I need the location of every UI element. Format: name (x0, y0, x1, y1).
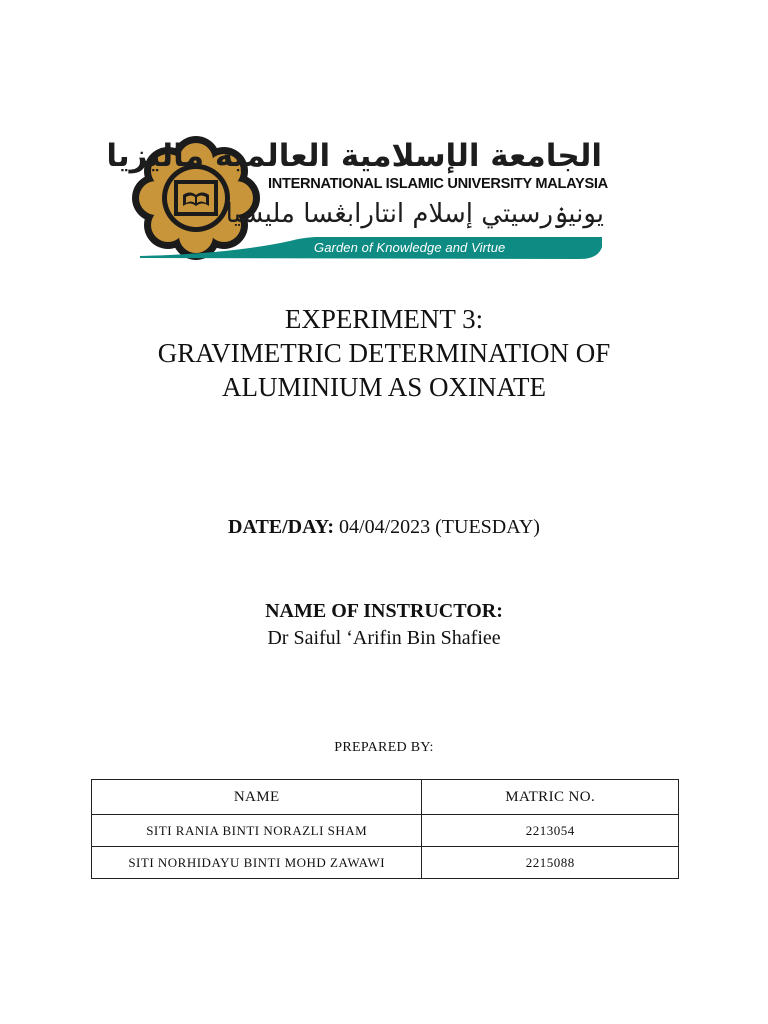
student-matric: 2215088 (422, 847, 679, 879)
prepared-by-label: PREPARED BY: (334, 740, 434, 755)
tagline: Garden of Knowledge and Virtue (314, 240, 506, 255)
table-header-row (92, 780, 679, 815)
jawi-university-name: يونيۏرسيتي إسلام انتارابڠسا مليسيا (225, 199, 604, 229)
title-line-1: EXPERIMENT 3: (284, 304, 484, 334)
title-line-2: GRAVIMETRIC DETERMINATION OF (157, 338, 611, 368)
instructor-label: NAME OF INSTRUCTOR: (265, 600, 503, 622)
name-column-header: NAME (92, 780, 422, 815)
table-row (92, 847, 679, 879)
date-label: DATE/DAY: (228, 516, 335, 538)
date-line (0, 514, 768, 540)
arabic-university-name: الجامعة الإسلامية العالمية ماليزيا (106, 138, 602, 174)
instructor-name: Dr Saiful ‘Arifin Bin Shafiee (267, 627, 501, 649)
table-row (92, 815, 679, 847)
university-name: INTERNATIONAL ISLAMIC UNIVERSITY MALAYSIA (268, 176, 608, 192)
report-title (0, 302, 768, 404)
title-line-3: ALUMINIUM AS OXINATE (222, 372, 546, 402)
matric-column-header: MATRIC NO. (422, 780, 679, 815)
date-value: 04/04/2023 (TUESDAY) (334, 516, 540, 538)
student-matric: 2213054 (422, 815, 679, 847)
university-logo (106, 136, 608, 264)
students-table (91, 779, 679, 879)
student-name: SITI RANIA BINTI NORAZLI SHAM (92, 815, 422, 847)
student-name: SITI NORHIDAYU BINTI MOHD ZAWAWI (92, 847, 422, 879)
